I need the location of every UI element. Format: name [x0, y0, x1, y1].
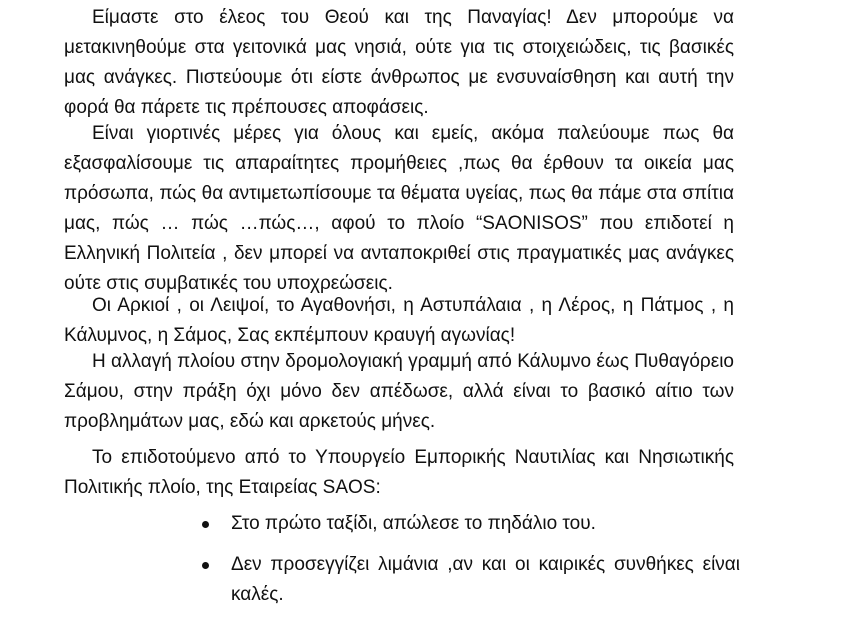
- bullet-item: [200, 550, 740, 610]
- paragraph-4-text: Η αλλαγή πλοίου στην δρομολογιακή γραμμή από Κάλυμνο έως Πυθαγόρειο Σάμου, στην πράξη όχι μόνο δεν απέδωσε, αλλά είναι το βασικό αίτιο των προβλημάτων μας, εδώ και αρκετούς μήνες.: [64, 351, 734, 432]
- bullet-list: [200, 509, 740, 621]
- paragraph-4: [64, 347, 734, 437]
- paragraph-5-text: Το επιδοτούμενο από το Υπουργείο Εμπορικής Ναυτιλίας και Νησιωτικής Πολιτικής πλοίο, της Εταιρείας SAOS:: [64, 447, 734, 498]
- bullet-dot-icon: [202, 521, 209, 528]
- bullet-item-text: Δεν προσεγγίζει λιμάνια ,αν και οι καιρικές συνθήκες είναι καλές.: [231, 554, 740, 605]
- paragraph-3-text: Οι Αρκιοί , οι Λειψοί, το Αγαθονήσι, η Αστυπάλαια , η Λέρος, η Πάτμος , η Κάλυμνος, η Σάμος, Σας εκπέμπουν κραυγή αγωνίας!: [64, 295, 734, 346]
- bullet-item-text: Στο πρώτο ταξίδι, απώλεσε το πηδάλιο του.: [231, 513, 596, 534]
- bullet-item: [200, 509, 740, 539]
- paragraph-2-text: Είναι γιορτινές μέρες για όλους και εμείς, ακόμα παλεύουμε πως θα εξασφαλίσουμε τις απαραίτητες προμήθειες ,πως θα έρθουν τα οικεία μας πρόσωπα, πώς θα αντιμετωπίσουμε τα θέματα υγείας, πως θα πάμε στα σπίτια μας, πώς … πώς …πώς…, αφού το πλοίο “SAONISOS” που επιδοτεί η Ελληνική Πολιτεία , δεν μπορεί να ανταποκριθεί στις πραγματικές μας ανάγκες ούτε στις συμβατικές του υποχρεώσεις.: [64, 123, 734, 294]
- paragraph-5: [64, 443, 734, 503]
- paragraph-1-text: Είμαστε στο έλεος του Θεού και της Παναγίας! Δεν μπορούμε να μετακινηθούμε στα γειτονικά μας νησιά, ούτε για τις στοιχειώδεις, τις βασικές μας ανάγκες. Πιστεύουμε ότι είστε άνθρωπος με ενσυναίσθηση και αυτή την φορά θα πάρετε τις πρέπουσες αποφάσεις.: [64, 7, 734, 118]
- paragraph-2: [64, 119, 734, 299]
- paragraph-3: [64, 291, 734, 351]
- bullet-dot-icon: [202, 562, 209, 569]
- paragraph-1: [64, 3, 734, 123]
